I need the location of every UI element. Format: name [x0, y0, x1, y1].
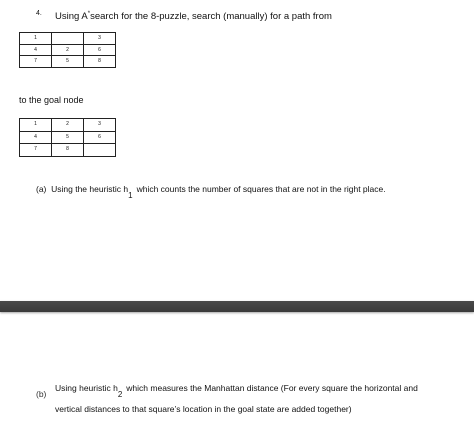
goal-state-grid [19, 118, 116, 157]
goal-cell: 6 [84, 131, 116, 144]
start-row-3 [20, 56, 116, 68]
goal-node-text: to the goal node [19, 95, 84, 105]
start-row-2 [20, 44, 116, 56]
part-b-text-before: Using heuristic h [55, 383, 118, 393]
goal-cell: 8 [52, 144, 84, 157]
goal-cell: 7 [20, 144, 52, 157]
part-a-label: (a) [36, 184, 47, 194]
part-b-question [55, 383, 418, 399]
goal-cell: 3 [84, 119, 116, 132]
h1-subscript: 1 [128, 191, 133, 200]
start-cell: 8 [84, 56, 116, 68]
part-b-question-line-2: vertical distances to that square’s location in the goal state are added together) [55, 404, 352, 414]
start-state-grid [19, 32, 116, 68]
start-cell: 3 [84, 33, 116, 45]
part-b-label: (b) [36, 389, 47, 399]
goal-cell: 4 [20, 131, 52, 144]
h2-subscript: 2 [117, 390, 123, 399]
start-cell [52, 33, 84, 45]
intro-text-after: search for the 8-puzzle, search (manually) for a path from [90, 11, 332, 22]
question-intro [55, 11, 332, 22]
start-cell: 1 [20, 33, 52, 45]
page-divider-bar [0, 301, 474, 312]
part-a-text-before: Using the heuristic h [51, 184, 129, 194]
part-a-question [36, 184, 386, 200]
part-b-text-after: which measures the Manhattan distance (For every square the horizontal and [126, 383, 418, 393]
start-cell: 6 [84, 44, 116, 56]
start-cell: 5 [52, 56, 84, 68]
start-cell: 7 [20, 56, 52, 68]
goal-cell: 1 [20, 119, 52, 132]
goal-row-1 [20, 119, 116, 132]
start-row-1 [20, 33, 116, 45]
a-star-superscript: * [87, 11, 91, 17]
goal-cell: 5 [52, 131, 84, 144]
start-cell: 4 [20, 44, 52, 56]
goal-row-3 [20, 144, 116, 157]
question-number: 4. [36, 10, 42, 17]
goal-row-2 [20, 131, 116, 144]
goal-cell: 2 [52, 119, 84, 132]
start-cell: 2 [52, 44, 84, 56]
part-a-text-after: which counts the number of squares that are not in the right place. [136, 184, 386, 194]
goal-cell [84, 144, 116, 157]
intro-text-before: Using A [55, 11, 88, 22]
